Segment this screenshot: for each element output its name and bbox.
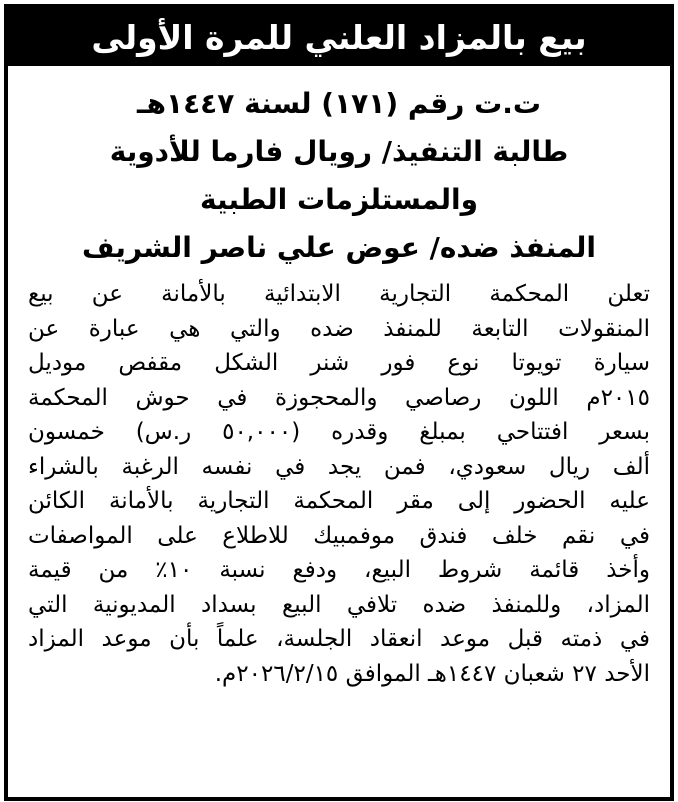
- body-line: تعلن المحكمة التجارية الابتدائية بالأمانة عن بيع: [28, 281, 650, 307]
- body-line: وأخذ قائمة شروط البيع، ودفع نسبة ١٠٪ من قيمة: [28, 557, 650, 583]
- case-number: ت.ت رقم (١٧١) لسنة ١٤٤٧هـ: [137, 87, 541, 120]
- body-line: عليه الحضور إلى مقر المحكمة التجارية بالأمانة الكائن: [28, 488, 650, 514]
- body-line: سيارة تويوتا نوع فور شنر الشكل مقفص موديل: [28, 350, 650, 376]
- body-line: المزاد، وللمنفذ ضده تلافي البيع بسداد المديونية التي: [28, 591, 650, 618]
- defendant-line: المنفذ ضده/ عوض علي ناصر الشريف: [82, 231, 596, 264]
- body-line: ألف ريال سعودي، فمن يجد في نفسه الرغبة بالشراء: [28, 453, 650, 480]
- auction-notice: [4, 4, 674, 801]
- body-line: في ذمته قبل موعد انعقاد الجلسة، علماً بأن موعد المزاد: [28, 626, 650, 652]
- body-line: ٢٠١٥م اللون رصاصي والمحجوزة في حوش المحكمة: [28, 384, 650, 411]
- plaintiff-line-continued: والمستلزمات الطبية: [199, 183, 479, 216]
- plaintiff-line: طالبة التنفيذ/ رويال فارما للأدوية: [109, 135, 569, 168]
- body-line: بسعر افتتاحي بمبلغ وقدره (٥٠,٠٠٠ ر.س) خمسون: [28, 419, 650, 445]
- notice-banner: [8, 8, 670, 66]
- body-line-last: الأحد ٢٧ شعبان ١٤٤٧هـ الموافق ٢٠٢٦/٢/١٥م.: [214, 660, 650, 687]
- body-line: في نقم خلف فندق موفمبيك للاطلاع على المواصفات: [28, 522, 650, 549]
- notice-body: [28, 277, 650, 691]
- notice-content: [8, 66, 670, 691]
- body-line: المنقولات التابعة للمنفذ ضده والتي هي عبارة عن: [28, 315, 650, 342]
- banner-title: بيع بالمزاد العلني للمرة الأولى: [91, 17, 587, 57]
